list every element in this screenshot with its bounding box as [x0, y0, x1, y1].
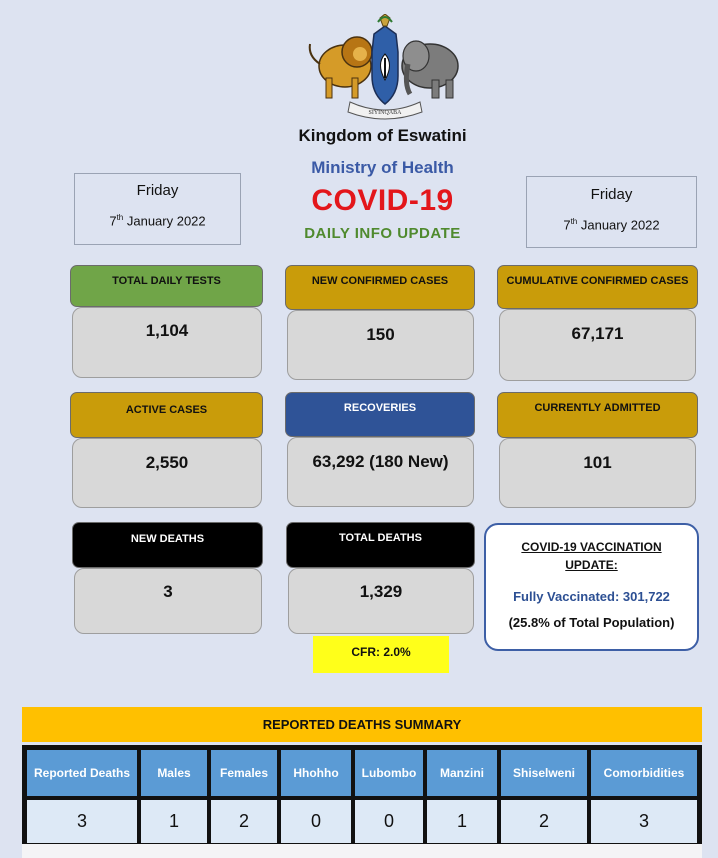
- daily-info-subtitle: DAILY INFO UPDATE: [304, 225, 461, 242]
- currently-admitted-header: CURRENTLY ADMITTED: [497, 392, 698, 438]
- vaccination-update-box: [484, 523, 699, 651]
- col-males: Males: [139, 748, 209, 798]
- date-box-left: [74, 173, 241, 245]
- date-day-left: Friday: [136, 182, 179, 199]
- total-deaths-value: 1,329: [288, 568, 474, 634]
- recoveries-header: RECOVERIES: [285, 392, 475, 437]
- cell-males: 1: [139, 798, 209, 845]
- cell-females: 2: [209, 798, 279, 845]
- table-header-row: [25, 748, 699, 798]
- col-comorbidities: Comorbidities: [589, 748, 699, 798]
- currently-admitted-value: 101: [499, 438, 696, 508]
- fully-vaccinated-text: Fully Vaccinated: 301,722: [513, 589, 670, 604]
- active-cases-value: 2,550: [72, 438, 262, 508]
- footer-strip: [22, 844, 702, 858]
- total-daily-tests-header: TOTAL DAILY TESTS: [70, 265, 263, 307]
- ministry-title: Ministry of Health: [311, 158, 454, 177]
- total-deaths-header: TOTAL DEATHS: [286, 522, 475, 568]
- elephant-figure: [402, 41, 458, 98]
- cell-shiselweni: 2: [499, 798, 589, 845]
- crest-motto: SIYINQABA: [368, 110, 402, 116]
- cfr-badge: CFR: 2.0%: [313, 636, 449, 673]
- new-confirmed-value: 150: [287, 310, 474, 380]
- new-deaths-value: 3: [74, 568, 262, 634]
- table-row: [25, 798, 699, 845]
- coat-of-arms-emblem: [300, 14, 470, 122]
- cumulative-confirmed-header: CUMULATIVE CONFIRMED CASES: [497, 265, 698, 309]
- vaccination-percent-text: (25.8% of Total Population): [508, 615, 675, 630]
- date-text-right: 7th January 2022: [563, 217, 660, 233]
- kingdom-title: Kingdom of Eswatini: [298, 126, 467, 145]
- col-lubombo: Lubombo: [353, 748, 425, 798]
- new-confirmed-header: NEW CONFIRMED CASES: [285, 265, 475, 310]
- recoveries-value: 63,292 (180 New): [287, 437, 474, 507]
- cell-manzini: 1: [425, 798, 499, 845]
- new-deaths-header: NEW DEATHS: [72, 522, 263, 568]
- reported-deaths-table: [22, 745, 702, 848]
- lion-figure: [310, 37, 372, 98]
- vaccination-title-line2: UPDATE:: [565, 558, 618, 572]
- reported-deaths-summary-title: REPORTED DEATHS SUMMARY: [22, 707, 702, 742]
- cell-comorbidities: 3: [589, 798, 699, 845]
- cell-hhohho: 0: [279, 798, 353, 845]
- cell-reported-deaths: 3: [25, 798, 139, 845]
- vaccination-title-line1: COVID-19 VACCINATION: [521, 540, 662, 554]
- date-day-right: Friday: [590, 186, 633, 203]
- active-cases-header: ACTIVE CASES: [70, 392, 263, 438]
- cumulative-confirmed-value: 67,171: [499, 309, 696, 381]
- col-manzini: Manzini: [425, 748, 499, 798]
- col-females: Females: [209, 748, 279, 798]
- col-hhohho: Hhohho: [279, 748, 353, 798]
- cell-lubombo: 0: [353, 798, 425, 845]
- date-text-left: 7th January 2022: [109, 213, 206, 229]
- date-box-right: [526, 176, 697, 248]
- covid-title: COVID-19: [311, 184, 454, 217]
- col-shiselweni: Shiselweni: [499, 748, 589, 798]
- col-reported-deaths: Reported Deaths: [25, 748, 139, 798]
- total-daily-tests-value: 1,104: [72, 307, 262, 378]
- shield-figure: [372, 14, 398, 104]
